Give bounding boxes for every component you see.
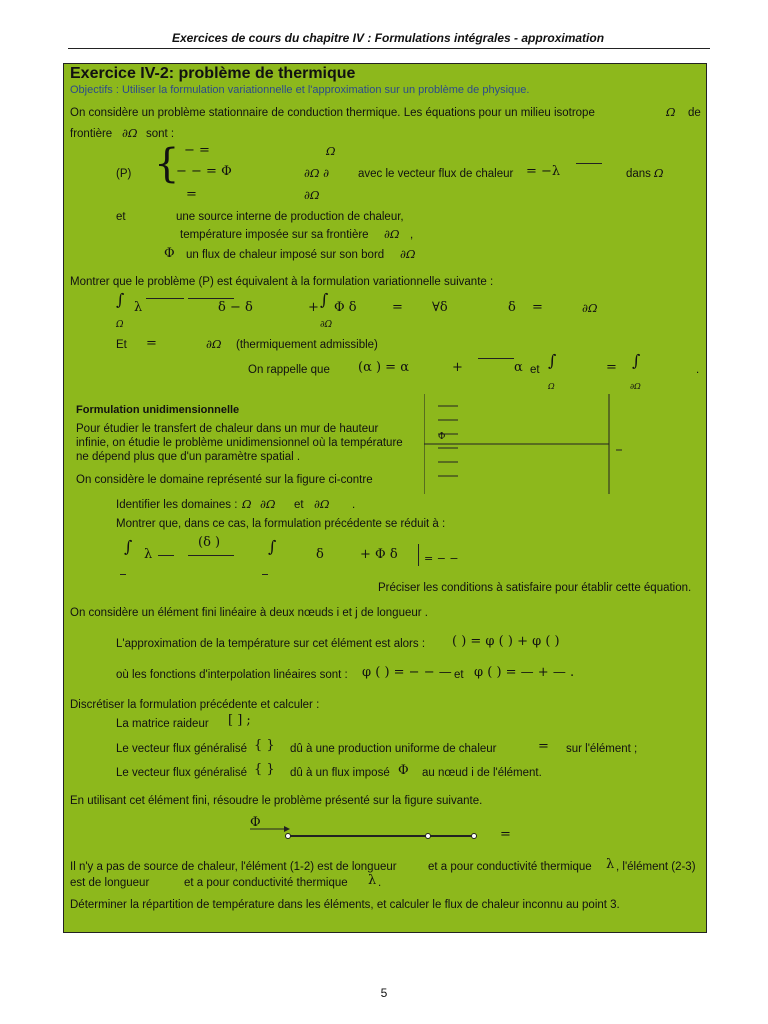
determine: Déterminer la répartition de température dans les éléments, et calculer le flux de chaleur inconnu au point 3.	[70, 899, 620, 911]
interp-math-1: φ ( ) = − − —	[362, 665, 452, 680]
p-eq2-domain: ∂Ω ∂	[304, 166, 330, 180]
gradient-overline	[576, 163, 602, 164]
var-lambda: λ	[134, 300, 143, 315]
exercise-title: Exercice IV-2: problème de thermique	[70, 65, 356, 82]
no-source-lambda-1: λ	[606, 857, 615, 872]
flux-definition: = −λ	[526, 164, 561, 179]
p-eq2-dans: dans	[626, 168, 651, 180]
rappel-int2-domain: ∂Ω	[630, 382, 641, 391]
var-equals-2: =	[532, 300, 543, 315]
intro-de: de	[688, 107, 701, 119]
vector-brace-1: { }	[254, 738, 275, 753]
fe-intro: On considère un élément fini linéaire à deux nœuds i et j de longueur .	[70, 607, 428, 619]
uni-domain: On considère le domaine représenté sur la figure ci-contre	[76, 474, 373, 486]
p-eq1-domain: Ω	[326, 144, 336, 158]
boundary-symbol: ∂Ω	[122, 126, 138, 140]
def-flux: un flux de chaleur imposé sur son bord	[186, 249, 385, 261]
et-boundary: ∂Ω	[206, 337, 222, 351]
var-boundary: ∂Ω	[582, 301, 598, 315]
rappel-plus: +	[452, 360, 463, 375]
no-source-c: , l'élément (2-3)	[616, 861, 696, 873]
def-comma: ,	[410, 229, 414, 241]
matrice-raideur: La matrice raideur	[116, 718, 209, 730]
def-temp-boundary: ∂Ω	[384, 227, 400, 241]
rappel-alpha: α	[514, 360, 523, 375]
et-label: et	[116, 211, 126, 223]
no-source-a: Il n'y a pas de source de chaleur, l'élément (1-2) est de longueur	[70, 861, 397, 873]
wall-phi-label: Φ	[438, 432, 446, 442]
rappel-dot: .	[696, 364, 700, 376]
var-delta-terms: δ − δ	[218, 300, 253, 315]
rappel-overline	[478, 358, 514, 359]
interp-math-2: φ ( ) = — + — .	[474, 665, 575, 680]
no-source-b: et a pour conductivité thermique	[428, 861, 592, 873]
wall-figure	[424, 394, 624, 494]
approx-math: ( ) = φ ( ) + φ ( )	[452, 634, 560, 649]
rappel-integral-2: ∫	[632, 351, 641, 370]
def-flux-boundary: ∂Ω	[400, 247, 416, 261]
solve-text: En utilisant cet élément fini, résoudre le problème présenté sur la figure suivante.	[70, 795, 483, 807]
vector-flux-1-c: sur l'élément ;	[566, 743, 638, 755]
integral-boundary-domain: ∂Ω	[320, 320, 333, 330]
id-domega-2: ∂Ω	[314, 497, 330, 511]
no-source-e: et a pour conductivité thermique	[184, 877, 348, 889]
objectives: Objectifs : Utiliser la formulation variationnelle et l'approximation sur un problème de physique.	[70, 84, 530, 96]
reduced-frac-1	[158, 555, 174, 556]
intro-line2: frontière	[70, 128, 113, 140]
no-source-lambda-2: λ	[368, 873, 377, 888]
interp-text: où les fonctions d'interpolation linéaires sont :	[116, 669, 348, 681]
identify-domains: Identifier les domaines :	[116, 499, 238, 511]
intro-sont: sont :	[146, 128, 175, 140]
rappel-et: et	[530, 364, 540, 376]
reduced-phi-delta: + Φ δ	[360, 547, 398, 562]
interp-et: et	[454, 669, 464, 681]
rappel-int1-domain: Ω	[548, 382, 555, 391]
var-forall: ∀δ	[432, 300, 448, 315]
p-eq2-omega: Ω	[654, 166, 664, 180]
integral-omega: ∫	[116, 290, 125, 309]
omega-symbol: Ω	[666, 105, 676, 119]
exercise-box	[63, 63, 707, 933]
reduced-int2-limit	[262, 574, 268, 575]
p-equation-1: − =	[184, 143, 210, 158]
reduced-frac-2	[188, 555, 234, 556]
integral-omega-domain: Ω	[116, 320, 124, 330]
reduced-int1-limit	[120, 574, 126, 575]
reduced-integral-1: ∫	[124, 537, 133, 556]
id-dot: .	[352, 499, 356, 511]
uni-title: Formulation unidimensionnelle	[76, 404, 240, 416]
no-source-f: .	[378, 877, 382, 889]
id-et: et	[294, 499, 304, 511]
reduced-lambda: λ	[144, 547, 153, 562]
var-delta-2: δ	[508, 300, 516, 315]
vector-flux-2-phi: Φ	[398, 763, 409, 778]
element-figure	[248, 826, 488, 842]
reduced-eval-bar	[418, 544, 419, 566]
vector-flux-2-c: au nœud i de l'élément.	[422, 767, 542, 779]
rappel-math: (α ) = α	[358, 360, 409, 375]
uni-paragraph-2: infinie, on étudie le problème unidimensionnel où la température	[76, 437, 403, 449]
p-equation-3: =	[186, 187, 197, 202]
matrice-bracket: [ ] ;	[228, 713, 251, 728]
p-equation-2: − − = Φ	[176, 164, 232, 179]
id-domega-1: ∂Ω	[260, 497, 276, 511]
reduced-integral-2: ∫	[268, 537, 277, 556]
reduced-delta-paren: (δ )	[198, 535, 221, 550]
var-phi-delta: Φ δ	[334, 300, 357, 315]
uni-paragraph-1: Pour étudier le transfert de chaleur dans un mur de hauteur	[76, 423, 379, 435]
vector-flux-1-eq: =	[538, 739, 549, 754]
p-eq2-text: avec le vecteur flux de chaleur	[358, 168, 514, 180]
no-source-d: est de longueur	[70, 877, 150, 889]
vector-flux-2-b: dû à un flux imposé	[290, 767, 390, 779]
integral-boundary: ∫	[320, 290, 329, 309]
reduced-delta: δ	[316, 547, 324, 562]
vector-flux-1: Le vecteur flux généralisé	[116, 743, 248, 755]
vector-flux-1-b: dû à une production uniforme de chaleur	[290, 743, 497, 755]
def-temperature: température imposée sur sa frontière	[180, 229, 369, 241]
discretise: Discrétiser la formulation précédente et calculer :	[70, 699, 320, 711]
uni-paragraph-3: ne dépend plus que d'un paramètre spatial .	[76, 451, 301, 463]
p-eq3-domain: ∂Ω	[304, 188, 320, 202]
preciser: Préciser les conditions à satisfaire pour établir cette équation.	[378, 582, 692, 594]
et-label-2: Et	[116, 339, 127, 351]
rappel-label: On rappelle que	[248, 364, 330, 376]
reduced-tail: = − −	[424, 552, 459, 565]
id-omega: Ω	[242, 497, 252, 511]
thermo-admissible: (thermiquement admissible)	[236, 339, 378, 351]
header-rule	[68, 48, 710, 49]
var-equals: =	[392, 300, 403, 315]
show-equivalence: Montrer que le problème (P) est équivalent à la formulation variationnelle suivante :	[70, 276, 494, 288]
phi-symbol: Φ	[164, 246, 175, 261]
vector-brace-2: { }	[254, 762, 275, 777]
rappel-integral-1: ∫	[548, 351, 557, 370]
var-plus: +	[308, 300, 319, 315]
page-header: Exercices de cours du chapitre IV : Formulations intégrales - approximation	[171, 31, 605, 45]
et-equals: =	[146, 336, 157, 351]
def-source: une source interne de production de chaleur,	[176, 211, 404, 223]
show-reduce: Montrer que, dans ce cas, la formulation précédente se réduit à :	[116, 518, 446, 530]
page-number: 5	[380, 986, 388, 1000]
vector-flux-2: Le vecteur flux généralisé	[116, 767, 248, 779]
approx-text: L'approximation de la température sur cet élément est alors :	[116, 638, 426, 650]
intro-line1: On considère un problème stationnaire de conduction thermique. Les équations pour un milieu isotrope	[70, 107, 595, 119]
var-grad-overline-2	[188, 298, 234, 299]
system-brace-icon: {	[154, 141, 180, 187]
fig2-equals: =	[500, 827, 511, 842]
problem-label: (P)	[116, 168, 132, 180]
var-grad-overline-1	[146, 298, 184, 299]
fig2-phi: Φ	[250, 815, 261, 830]
rappel-equals: =	[606, 360, 617, 375]
